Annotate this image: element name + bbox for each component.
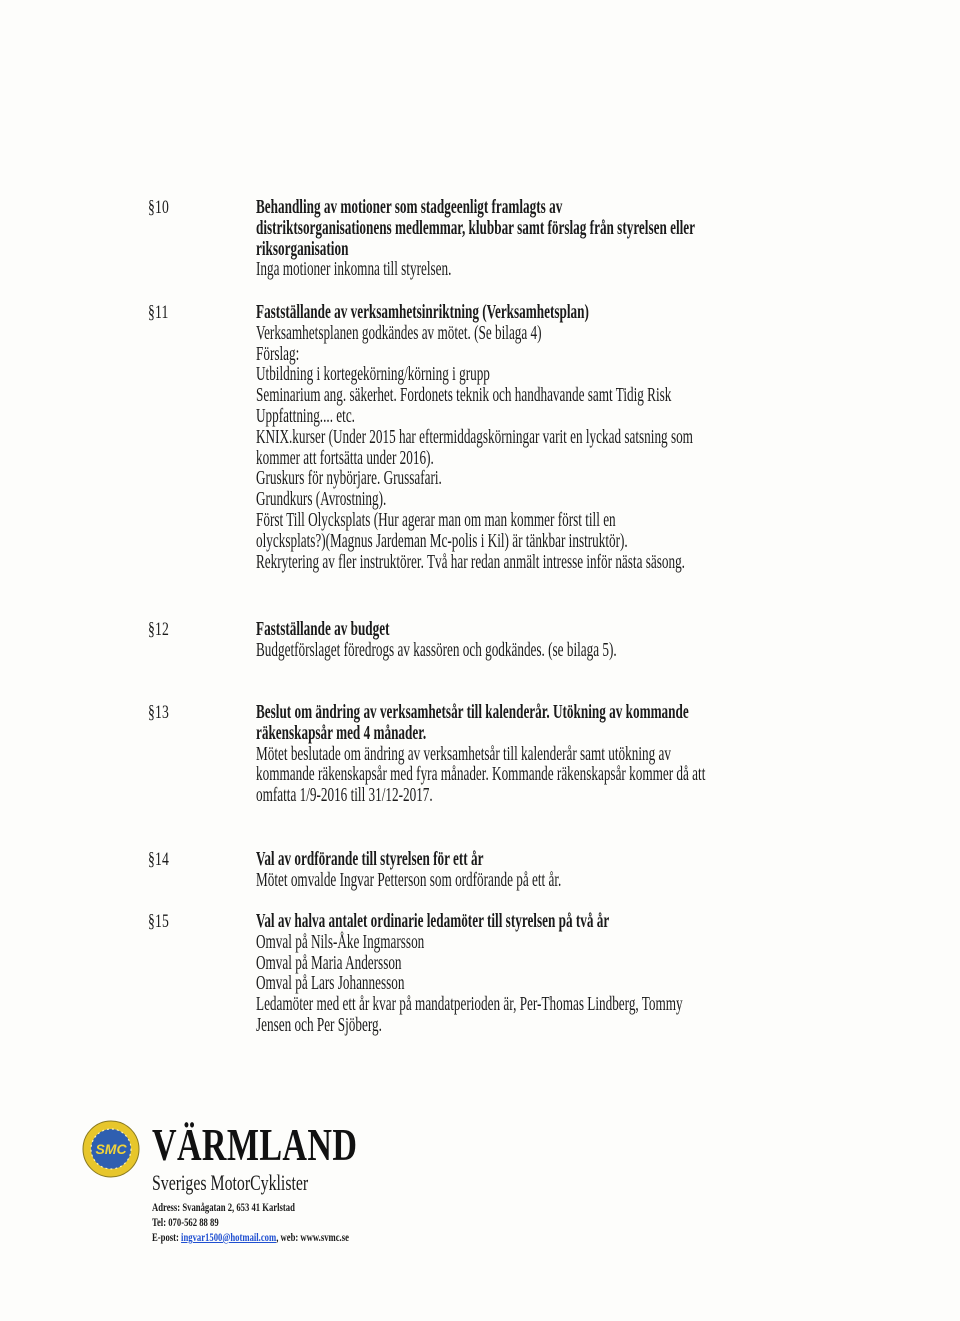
letterhead-footer [82,1118,502,1258]
section-text-line: Gruskurs för nybörjare. Grussafari. [256,467,442,490]
section-heading-line: räkenskapsår med 4 månader. [256,721,427,744]
organization-name: Sveriges MotorCyklister [152,1170,309,1195]
section-text-line: Förslag: [256,342,300,365]
section-text-line: Verksamhetsplanen godkändes av mötet. (Se bilaga 4) [256,321,542,344]
section-text-line: Uppfattning.... etc. [256,404,355,427]
section-text-line: Omval på Maria Andersson [256,951,402,974]
section-text-line: Omval på Nils-Åke Ingmarsson [256,930,425,953]
section-text-line: Utbildning i kortegekörning/körning i grupp [256,363,490,386]
section-text-line: Seminarium ang. säkerhet. Fordonets teknik och handhavande samt Tidig Risk [256,384,672,407]
section-text-line: Ledamöter med ett år kvar på mandatperioden är, Per-Thomas Lindberg, Tommy [256,993,683,1016]
section-body [256,197,796,280]
section-text-line: Mötet omvalde Ingvar Petterson som ordförande på ett år. [256,868,562,891]
email-link[interactable]: ingvar1500@hotmail.com [181,1230,277,1244]
section-body [256,619,796,661]
section-heading-line: riksorganisation [256,237,349,260]
section-number: §15 [148,911,169,932]
section-body [256,702,796,806]
section-number: §14 [148,849,169,870]
section-text-line: Grundkurs (Avrostning). [256,488,387,511]
section-heading-line: Val av ordförande till styrelsen för ett år [256,848,484,870]
web-text: , web: www.svmc.se [276,1230,349,1244]
logo-text: SMC [95,1141,127,1157]
section-text-line: kommande räkenskapsår med fyra månader. Kommande räkenskapsår kommer då att [256,763,706,786]
email-label: E-post: [152,1230,182,1244]
section-number: §13 [148,702,169,723]
section-heading-line: Beslut om ändring av verksamhetsår till kalenderår. Utökning av kommande [256,701,689,723]
phone-line: Tel: 070-562 88 89 [152,1215,219,1229]
section-heading-line: Behandling av motioner som stadgeenligt framlagts av [256,196,563,218]
section-text-line: Omval på Lars Johannesson [256,972,405,995]
section-heading-line: Fastställande av verksamhetsinriktning (Verksamhetsplan) [256,301,589,323]
brand-name: VÄRMLAND [152,1119,358,1170]
section-text-line: Jensen och Per Sjöberg. [256,1013,382,1036]
section-body [256,849,796,891]
section-body [256,302,796,572]
section-text-line: Budgetförslaget föredrogs av kassören och godkändes. (se bilaga 5). [256,638,617,661]
section-heading-line: distriktsorganisationens medlemmar, klubbar samt förslag från styrelsen eller [256,216,696,239]
section-text-line: Först Till Olycksplats (Hur agerar man om man kommer först till en [256,508,616,531]
section-text-line: Rekrytering av fler instruktörer. Två har redan anmält intresse inför nästa säsong. [256,550,685,573]
section-text-line: kommer att fortsätta under 2016). [256,446,434,469]
section-number: §10 [148,197,169,218]
section-heading-line: Val av halva antalet ordinarie ledamöter till styrelsen på två år [256,910,610,932]
section-body [256,911,796,1036]
section-text-line: olycksplats?)(Magnus Jardeman Mc-polis i Kil) är tänkbar instruktör). [256,529,628,552]
contact-line [152,1230,349,1245]
section-text-line: omfatta 1/9-2016 till 31/12-2017. [256,784,433,807]
address-line: Adress: Svanågatan 2, 653 41 Karlstad [152,1200,295,1214]
smc-logo-icon [82,1120,140,1178]
section-text-line: KNIX.kurser (Under 2015 har eftermiddagskörningar varit en lyckad satsning som [256,425,693,448]
section-heading-line: Fastställande av budget [256,618,390,640]
section-number: §12 [148,619,169,640]
section-text-line: Inga motioner inkomna till styrelsen. [256,258,452,281]
section-number: §11 [148,302,169,323]
section-text-line: Mötet beslutade om ändring av verksamhetsår till kalenderår samt utökning av [256,742,671,765]
